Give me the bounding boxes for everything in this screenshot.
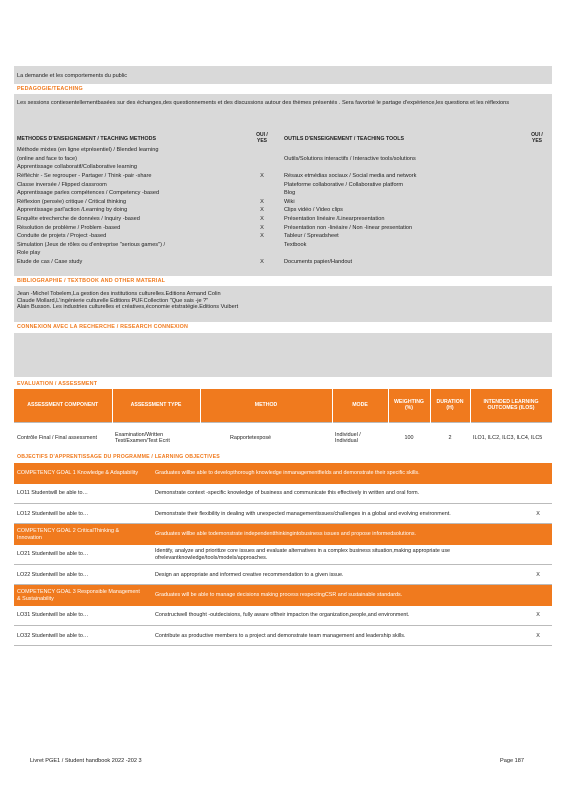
- learning-outcome-row: [14, 545, 552, 565]
- teaching-tools-yes: [527, 147, 547, 267]
- methods-left-yes: OUI / YES: [256, 132, 268, 145]
- tool-yes-mark: [527, 259, 547, 268]
- outcome-mark: [524, 524, 552, 545]
- method-item: Apprentissage parl'action /Learning by doing: [17, 207, 128, 214]
- competency-goal-text: Graduates willbe able to developthorough knowledge inmanagementfields and demonstrate their specific skills.: [152, 463, 524, 484]
- tool-yes-mark: [527, 156, 547, 165]
- learning-outcome-row: [14, 626, 552, 646]
- tool-yes-mark: [527, 199, 547, 208]
- assessment-type-header: ASSESSMENT TYPE: [112, 389, 200, 423]
- methods-left-header: METHODES D'ENSEIGNEMENT / TEACHING METHODS: [17, 136, 156, 143]
- tool-item: Plateforme collaborative / Collaborative platform: [284, 181, 404, 188]
- tool-yes-mark: [527, 173, 547, 182]
- tool-item: Présentation non -linéaire / Non -linear presentation: [284, 224, 413, 231]
- assessment-row: [14, 423, 552, 453]
- tool-yes-mark: [527, 250, 547, 259]
- tool-item: Résaux etmédias sociaux / Social media and network: [284, 172, 417, 179]
- tool-yes-mark: [527, 147, 547, 156]
- method-yes-mark: [252, 190, 272, 199]
- assessment-method: Rapportetexposé: [200, 423, 332, 453]
- learning-outcome-text: Contribute as productive members to a project and demonstrate team management and leadership skills.: [152, 626, 524, 646]
- tool-item: Blog: [284, 190, 296, 197]
- learning-outcome-row: [14, 484, 552, 504]
- methods-right-yes: OUI / YES: [531, 132, 543, 145]
- assessment-header-row: [14, 389, 552, 423]
- footer-handbook: Livret PGE1 / Student handbook 2022 -202 3: [30, 758, 142, 764]
- tool-item: Textbook: [284, 241, 307, 248]
- method-yes-mark: X: [260, 198, 264, 205]
- assessment-table: [14, 389, 553, 453]
- tool-item: [284, 164, 527, 173]
- assessment-duration: 2: [430, 423, 470, 453]
- teaching-methods-list: [17, 147, 252, 267]
- teaching-methods-yes: [252, 147, 272, 267]
- methods-body: [17, 147, 549, 267]
- objectives-title: OBJECTIFS D'APPRENTISSAGE DU PROGRAMME / LEARNING OBJECTIVES: [17, 453, 220, 460]
- method-yes-mark: [252, 182, 272, 191]
- tool-yes-mark: [527, 190, 547, 199]
- method-yes-mark: [252, 242, 272, 251]
- research-block: [14, 333, 552, 377]
- bibliography-line-2: Claude Mollard,L'ingénierie culturelle Editions PUF.Collection "Que sais -je ?": [17, 297, 209, 304]
- mode-header: MODE: [332, 389, 388, 423]
- footer-page-number: Page 187: [500, 758, 524, 764]
- pedagogy-title: PEDAGOGIE/TEACHING: [17, 86, 83, 92]
- method-item: Classe inversée / Flipped classroom: [17, 181, 107, 188]
- competency-goal-label: COMPETENCY GOAL 1 Knowledge & Adaptability: [14, 463, 144, 484]
- audience-text: La demande et les comportements du public: [17, 73, 128, 79]
- tool-yes-mark: [527, 225, 547, 234]
- handbook-page: [14, 66, 552, 646]
- learning-outcome-text: Demonstrate their flexibility in dealing with unexpected managementissues/challenges in a global and evolving environment.: [152, 504, 524, 524]
- learning-outcome-row: [14, 504, 552, 524]
- tool-yes-mark: [527, 164, 547, 173]
- learning-outcome-label: LO22 Studentwill be able to…: [14, 565, 144, 585]
- method-header: METHOD: [200, 389, 332, 423]
- method-item: Enquête etrecherche de données / Inquiry -based: [17, 215, 140, 222]
- methods-right-header: OUTILS D'ENSEIGNEMENT / TEACHING TOOLS: [284, 136, 405, 143]
- method-yes-mark: X: [260, 233, 264, 240]
- method-item: Réfléchir - Se regrouper - Partager / Think -pair -share: [17, 172, 152, 179]
- method-yes-mark: X: [260, 258, 264, 265]
- spacer: [144, 504, 152, 524]
- method-yes-mark: X: [260, 215, 264, 222]
- method-item: Apprentissage collaboratif/Collaborative learning: [17, 164, 138, 171]
- tool-item: Présentation linéaire /Linearpresentation: [284, 215, 385, 222]
- learning-outcome-text: Demonstrate context -specific knowledge of business and communicate this effectively in written and oral form.: [152, 484, 524, 504]
- tool-item: [284, 250, 527, 259]
- pedagogy-text: Les sessions contiesentellementbasées sur des échanges,des questionnements et des discussions autour des thèmes présentés . Sera favorisé le partage d'expérience,les questions et les réflexions: [17, 100, 510, 107]
- learning-outcome-text: Design an appropriate and informed creative recommendation to a given issue.: [152, 565, 524, 585]
- learning-outcome-label: LO32 Studentwill be able to…: [14, 626, 144, 646]
- competency-goal-row: [14, 585, 552, 606]
- method-yes-mark: [252, 164, 272, 173]
- spacer: [144, 484, 152, 504]
- learning-outcome-text: Identify, analyze and prioritize core issues and evaluate alternatives in a complex business situation,making appropriate use ofrelevantknowledge/tools/models/approaches.: [152, 545, 524, 565]
- tool-yes-mark: [527, 233, 547, 242]
- method-item: Résolution de problème / Problem -based: [17, 224, 121, 231]
- outcome-mark: [524, 463, 552, 484]
- method-item: Réflexion (pensée) critique / Critical thinking: [17, 198, 127, 205]
- bibliography-title: BIBLIOGRAPHIE / TEXTBOOK AND OTHER MATERIAL: [17, 278, 166, 285]
- method-item: (online and face to face): [17, 155, 78, 162]
- assessment-mode: Individuel / Individual: [332, 423, 388, 453]
- bibliography-line-1: Jean -Michel Tobelem,La gestion des institutions culturelles.Editions Armand Colin: [17, 291, 221, 298]
- learning-outcome-label: LO12 Studentwill be able to…: [14, 504, 144, 524]
- learning-outcome-row: [14, 606, 552, 626]
- method-item: Conduite de projets / Project -based: [17, 233, 107, 240]
- method-yes-mark: [252, 250, 272, 259]
- assessment-component-header: ASSESSMENT COMPONENT: [14, 389, 112, 423]
- outcome-mark: X: [524, 565, 552, 585]
- competency-goal-row: [14, 463, 552, 484]
- learning-outcome-text: Constructwell thought -outdecisions, fully aware oftheir impacton the organization,people,and environment.: [152, 606, 524, 626]
- method-yes-mark: X: [260, 207, 264, 214]
- spacer: [144, 585, 152, 606]
- research-title: CONNEXION AVEC LA RECHERCHE / RESEARCH CONNEXION: [17, 324, 189, 331]
- spacer: [144, 463, 152, 484]
- page-footer: [30, 758, 524, 764]
- evaluation-title: EVALUATION / ASSESSMENT: [17, 380, 98, 387]
- learning-outcome-label: LO21 Studentwill be able to…: [14, 545, 144, 565]
- objectives-table: [14, 463, 552, 647]
- competency-goal-label: COMPETENCY GOAL 2 CriticalThinking & Innovation: [14, 524, 144, 545]
- pedagogy-block: [14, 94, 552, 128]
- spacer: [144, 565, 152, 585]
- method-item: Méthode mixtes (en ligne etprésentiel) / Blended learning: [17, 147, 159, 154]
- tool-yes-mark: [527, 207, 547, 216]
- competency-goal-label: COMPETENCY GOAL 3 Responsible Management & Sustainability: [14, 585, 144, 606]
- competency-goal-row: [14, 524, 552, 545]
- tool-item: Outils/Solutions interactifs / Interactive tools/solutions: [284, 155, 416, 162]
- bibliography-block: [14, 286, 552, 322]
- method-yes-mark: X: [260, 172, 264, 179]
- assessment-type: Examination/Written Test/Examen/Test Ecrit: [112, 423, 200, 453]
- outcome-mark: X: [524, 626, 552, 646]
- weighting-header: WEIGHTING (%): [388, 389, 430, 423]
- methods-header-row: [17, 131, 549, 147]
- assessment-ilos: ILO1, ILC2, ILC3, ILC4, ILC5: [470, 423, 552, 453]
- method-item: Simulation (Jeux de rôles ou d'entreprise "serious games") /: [17, 241, 166, 248]
- method-item: Apprentissage parles compétences / Competency -based: [17, 190, 160, 197]
- outcome-mark: [524, 545, 552, 565]
- tool-item: Wiki: [284, 198, 295, 205]
- teaching-tools-list: [272, 147, 527, 267]
- methods-block: [14, 128, 552, 276]
- assessment-component: Contrôle Final / Final assessment: [14, 423, 112, 453]
- method-yes-mark: X: [260, 224, 264, 231]
- method-yes-mark: [252, 156, 272, 165]
- outcome-mark: X: [524, 606, 552, 626]
- learning-outcome-label: LO11 Studentwill be able to…: [14, 484, 144, 504]
- tool-item: Tableur / Spreadsheet: [284, 233, 339, 240]
- ilos-header: INTENDED LEARNING OUTCOMES (ILOS): [470, 389, 552, 423]
- competency-goal-text: Graduates will be able to manage decisions making process respectingCSR and sustainable standards.: [152, 585, 524, 606]
- spacer: [144, 545, 152, 565]
- tool-item: Clips vidéo / Video clips: [284, 207, 343, 214]
- tool-item: [284, 147, 527, 156]
- method-item: Role play: [17, 250, 41, 257]
- spacer: [144, 606, 152, 626]
- bibliography-line-3: Alain Busson. Les industries culturelles et créatives,économie etstratégie.Editions Vuibert: [17, 304, 239, 311]
- outcome-mark: [524, 484, 552, 504]
- tool-yes-mark: [527, 216, 547, 225]
- duration-header: DURATION (H): [430, 389, 470, 423]
- method-item: Etude de cas / Case study: [17, 258, 83, 265]
- learning-outcome-label: LO31 Studentwill be able to…: [14, 606, 144, 626]
- method-yes-mark: [252, 147, 272, 156]
- spacer: [144, 524, 152, 545]
- spacer: [144, 626, 152, 646]
- tool-item: Documents papier/Handout: [284, 258, 353, 265]
- tool-yes-mark: [527, 182, 547, 191]
- assessment-weight: 100: [388, 423, 430, 453]
- tool-yes-mark: [527, 242, 547, 251]
- audience-block: [14, 66, 552, 84]
- competency-goal-text: Graduates willbe able todemonstrate independentthinkingintobusiness issues and propose informedsolutions.: [152, 524, 524, 545]
- learning-outcome-row: [14, 565, 552, 585]
- outcome-mark: [524, 585, 552, 606]
- outcome-mark: X: [524, 504, 552, 524]
